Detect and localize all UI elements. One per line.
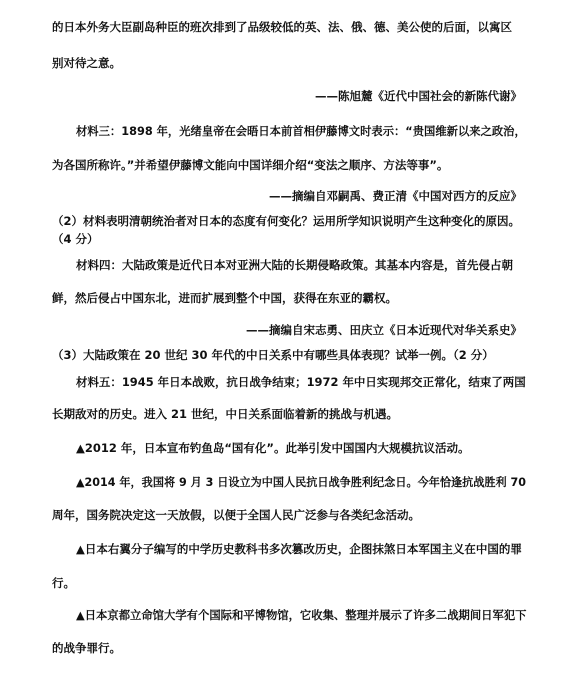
source-citation-3: ——摘编自宋志勇、田庆立《日本近现代对华关系史》 bbox=[246, 323, 522, 337]
bullet-2012: ▲2012 年，日本宣布钓鱼岛“国有化”。此举引发中国国内大规模抗议活动。 bbox=[76, 441, 470, 455]
bullet-2014-line-2: 周年，国务院决定这一天放假，以便于全国人民广泛参与各类纪念活动。 bbox=[52, 508, 420, 522]
question-three: （3）大陆政策在 20 世纪 30 年代的中日关系中有哪些具体表现？试举一例。（2 分） bbox=[52, 348, 494, 362]
source-citation-1: ——陈旭麓《近代中国社会的新陈代谢》 bbox=[315, 89, 522, 103]
text-line-1: 的日本外务大臣副岛种臣的班次排到了品级较低的英、法、俄、德、美公使的后面，以寓区 bbox=[52, 20, 512, 34]
question-two: （2）材料表明清朝统治者对日本的态度有何变化？运用所学知识说明产生这种变化的原因。 bbox=[52, 214, 520, 228]
material-four-line-1: 材料四：大陆政策是近代日本对亚洲大陆的长期侵略政策。其基本内容是，首先侵占朝 bbox=[76, 258, 513, 272]
material-three-line-2: 为各国所称许。”并希望伊藤博文能向中国详细介绍“变法之顺序、方法等事”。 bbox=[52, 158, 449, 172]
bullet-textbook-line-2: 行。 bbox=[52, 576, 75, 590]
question-two-score: （4 分） bbox=[52, 232, 99, 246]
bullet-textbook-line-1: ▲日本右翼分子编写的中学历史教科书多次篡改历史，企图抹煞日本军国主义在中国的罪 bbox=[76, 542, 522, 556]
material-three-line-1: 材料三：1898 年，光绪皇帝在会晤日本前首相伊藤博文时表示：“贵国维新以来之政治， bbox=[76, 124, 526, 138]
material-four-line-2: 鲜，然后侵占中国东北，进而扩展到整个中国，获得在东亚的霸权。 bbox=[52, 291, 397, 305]
bullet-2014-line-1: ▲2014 年，我国将 9 月 3 日设立为中国人民抗日战争胜利纪念日。今年恰逢抗战胜利 70 bbox=[76, 475, 527, 489]
material-five-line-1: 材料五：1945 年日本战败，抗日战争结束；1972 年中日实现邦交正常化，结束了两国 bbox=[76, 375, 526, 389]
text-line-2: 别对待之意。 bbox=[52, 56, 121, 70]
bullet-museum-line-1: ▲日本京都立命馆大学有个国际和平博物馆，它收集、整理并展示了许多二战期间日军犯下 bbox=[76, 608, 527, 622]
bullet-museum-line-2: 的战争罪行。 bbox=[52, 641, 121, 655]
material-five-line-2: 长期敌对的历史。进入 21 世纪，中日关系面临着新的挑战与机遇。 bbox=[52, 407, 399, 421]
source-citation-2: ——摘编自邓嗣禹、费正清《中国对西方的反应》 bbox=[269, 189, 522, 203]
